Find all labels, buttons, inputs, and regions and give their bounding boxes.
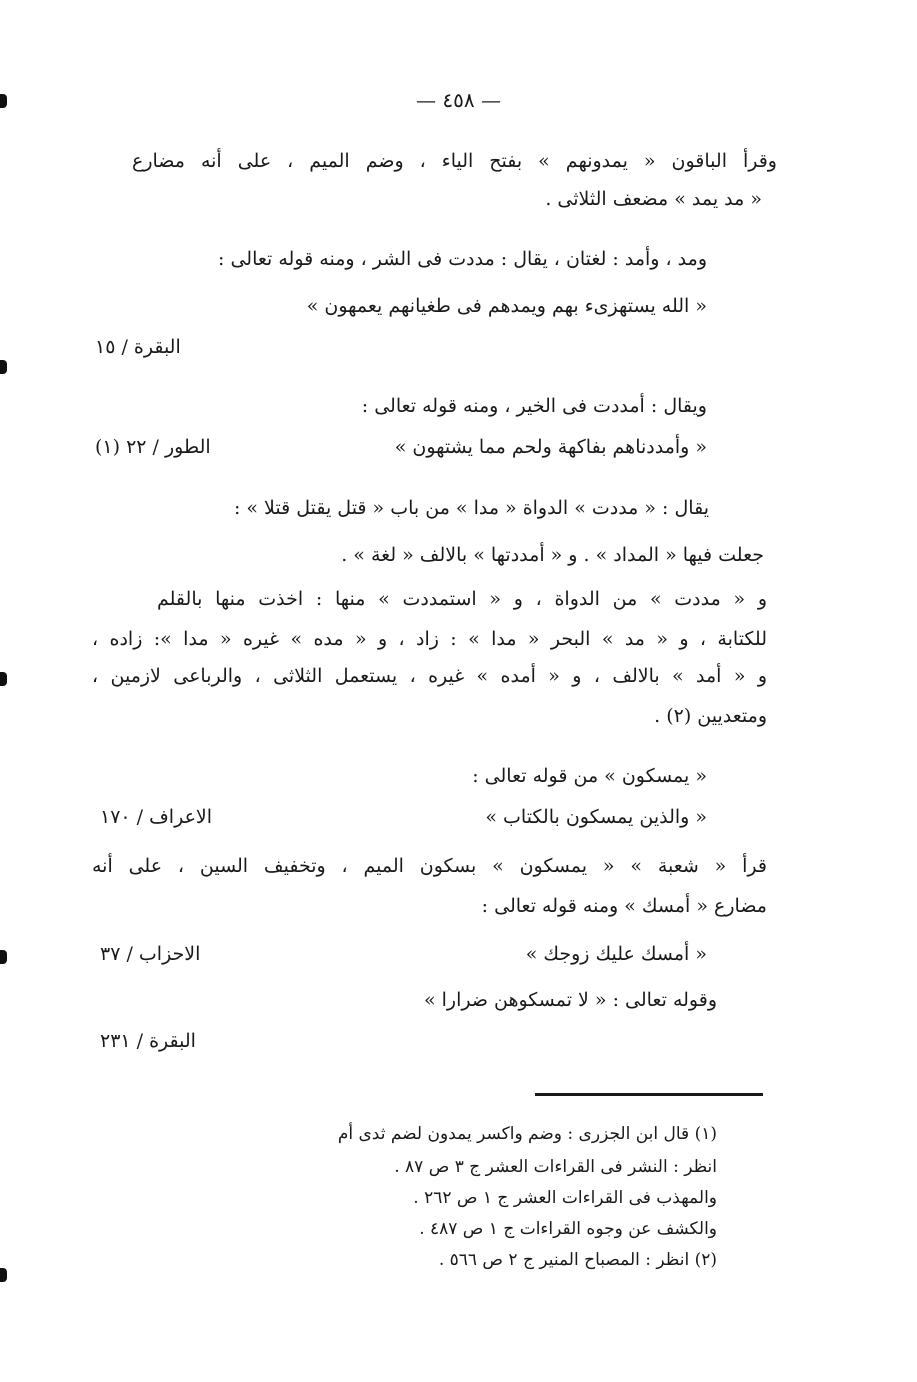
footnote-line: (١) قال ابن الجزرى : وضم واكسر يمدون لضم ثدى أم: [337, 1124, 717, 1144]
verse-reference: البقرة / ١٥: [95, 336, 181, 358]
quran-quote: « أمسك عليك زوجك »: [525, 943, 707, 965]
footnote-line: انظر : النشر فى القراءات العشر ج ٣ ص ٨٧ .: [394, 1157, 717, 1177]
text-line: جعلت فيها « المداد » . و « أمددتها » بالالف « لغة » .: [341, 544, 764, 566]
footnote-line: والكشف عن وجوه القراءات ج ١ ص ٤٨٧ .: [419, 1219, 717, 1239]
quran-quote: « الله يستهزىء بهم ويمدهم فى طغيانهم يعمهون »: [306, 295, 707, 317]
text-line: ويقال : أمددت فى الخير ، ومنه قوله تعالى :: [361, 395, 707, 417]
text-line: « مد يمد » مضعف الثلاثى .: [545, 188, 762, 210]
text-line: و « أمد » بالالف ، و « أمده » غيره ، يستعمل الثلاثى ، والرباعى لازمين ،: [92, 665, 767, 687]
text-line: ومد ، وأمد : لغتان ، يقال : مددت فى الشر ، ومنه قوله تعالى :: [218, 248, 707, 270]
text-line: للكتابة ، و « مد » البحر « مدا » : زاد ، و « مده » غيره « مدا »: زاده ،: [92, 628, 767, 650]
text-line: قرأ « شعبة » « يمسكون » بسكون الميم ، وتخفيف السين ، على أنه: [92, 855, 767, 877]
footnote-line: والمهذب فى القراءات العشر ج ١ ص ٢٦٢ .: [413, 1188, 717, 1208]
text-line: و « مددت » من الدواة ، و « استمددت » منها : اخذت منها بالقلم: [157, 588, 767, 610]
text-line: مضارع « أمسك » ومنه قوله تعالى :: [481, 895, 767, 917]
page-number: — ٤٥٨ —: [416, 88, 501, 112]
footnote-separator: [535, 1093, 763, 1096]
binding-mark: [0, 950, 7, 964]
text-line: وقوله تعالى : « لا تمسكوهن ضرارا »: [423, 989, 717, 1011]
text-line: « يمسكون » من قوله تعالى :: [472, 765, 707, 787]
quran-quote: « وأمددناهم بفاكهة ولحم مما يشتهون »: [394, 436, 707, 458]
binding-mark: [0, 360, 7, 374]
binding-mark: [0, 1268, 7, 1282]
verse-reference: الاعراف / ١٧٠: [100, 806, 213, 828]
footnote-line: (٢) انظر : المصباح المنير ج ٢ ص ٥٦٦ .: [438, 1250, 717, 1270]
binding-mark: [0, 672, 7, 686]
verse-reference: البقرة / ٢٣١: [100, 1030, 196, 1052]
text-line: وقرأ الباقون « يمدونهم » بفتح الياء ، وضم الميم ، على أنه مضارع: [132, 150, 777, 172]
text-line: ومتعديين (٢) .: [654, 705, 767, 727]
verse-reference: الاحزاب / ٣٧: [100, 943, 201, 965]
text-line: يقال : « مددت » الدواة « مدا » من باب « قتل يقتل قتلا » :: [233, 497, 709, 519]
verse-reference: الطور / ٢٢ (١): [95, 436, 211, 458]
quran-quote: « والذين يمسكون بالكتاب »: [485, 806, 707, 828]
